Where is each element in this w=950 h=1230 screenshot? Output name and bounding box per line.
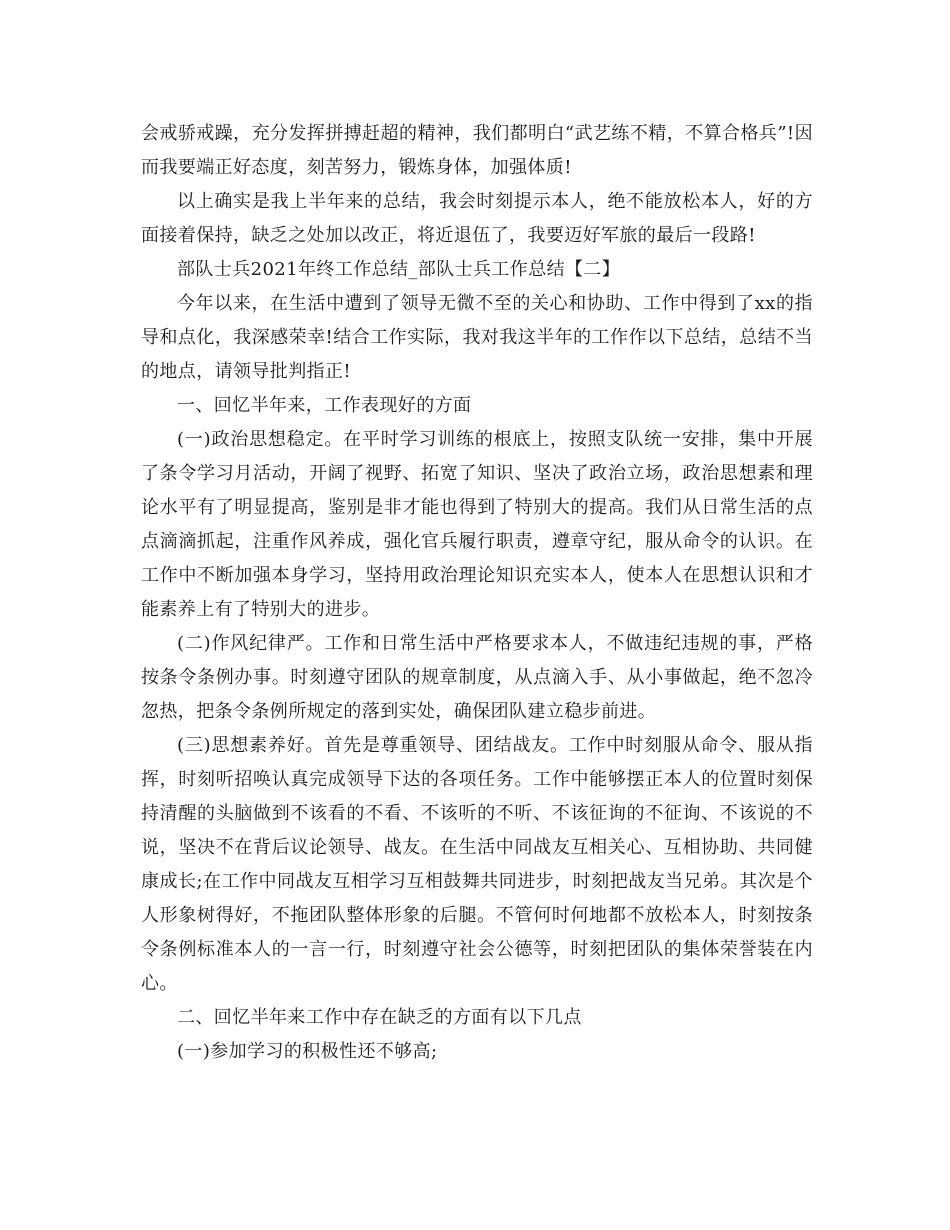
paragraph-shortcoming-1: (一)参加学习的积极性还不够高;	[177, 1041, 438, 1062]
paragraph-political: (一)政治思想稳定。在平时学习训练的根底上，按照支队统一安排，集中开展了条令学习月活动，开阔了视野、拓宽了知识、坚决了政治立场，政治思想素和理论水平有了明显提高，鉴别是非才能也得到了特别大的提高。我们从日常生活的点点滴滴抓起，注重作风养成，强化官兵履行职责，遵章守纪，服从命令的认识。在工作中不断加强本身学习，坚持用政治理论知识充实本人，使本人在思想认识和才能素养上有了特别大的进步。	[141, 429, 813, 620]
heading-good-aspects: 一、回忆半年来，工作表现好的方面	[177, 395, 472, 416]
heading-shortcomings: 二、回忆半年来工作中存在缺乏的方面有以下几点	[177, 1007, 582, 1028]
paragraph-summary: 以上确实是我上半年来的总结，我会时刻提示本人，绝不能放松本人，好的方面接着保持，缺乏之处加以改正，将近退伍了，我要迈好军旅的最后一段路!	[141, 191, 813, 246]
document-body	[141, 117, 813, 1069]
paragraph-continuation: 会戒骄戒躁，充分发挥拼搏赶超的精神，我们都明白“武艺练不精，不算合格兵”!因而我要端正好态度，刻苦努力，锻炼身体，加强体质!	[141, 123, 813, 178]
section-heading: 部队士兵2021年终工作总结_部队士兵工作总结【二】	[177, 259, 621, 280]
paragraph-discipline: (二)作风纪律严。工作和日常生活中严格要求本人，不做违纪违规的事，严格按条令条例办事。时刻遵守团队的规章制度，从点滴入手、从小事做起，绝不忽冷忽热，把条令条例所规定的落到实处，确保团队建立稳步前进。	[141, 633, 813, 722]
paragraph-intro: 今年以来，在生活中遭到了领导无微不至的关心和协助、工作中得到了xx的指导和点化，我深感荣幸!结合工作实际，我对我这半年的工作作以下总结，总结不当的地点，请领导批判指正!	[141, 293, 813, 382]
paragraph-ideology: (三)思想素养好。首先是尊重领导、团结战友。工作中时刻服从命令、服从指挥，时刻听招唤认真完成领导下达的各项任务。工作中能够摆正本人的位置时刻保持清醒的头脑做到不该看的不看、不该听的不听、不该征询的不征询、不该说的不说，坚决不在背后议论领导、战友。在生活中同战友互相关心、互相协助、共同健康成长;在工作中同战友互相学习互相鼓舞共同进步，时刻把战友当兄弟。其次是个人形象树得好，不拖团队整体形象的后腿。不管何时何地都不放松本人，时刻按条令条例标准本人的一言一行，时刻遵守社会公德等，时刻把团队的集体荣誉装在内心。	[141, 735, 813, 994]
